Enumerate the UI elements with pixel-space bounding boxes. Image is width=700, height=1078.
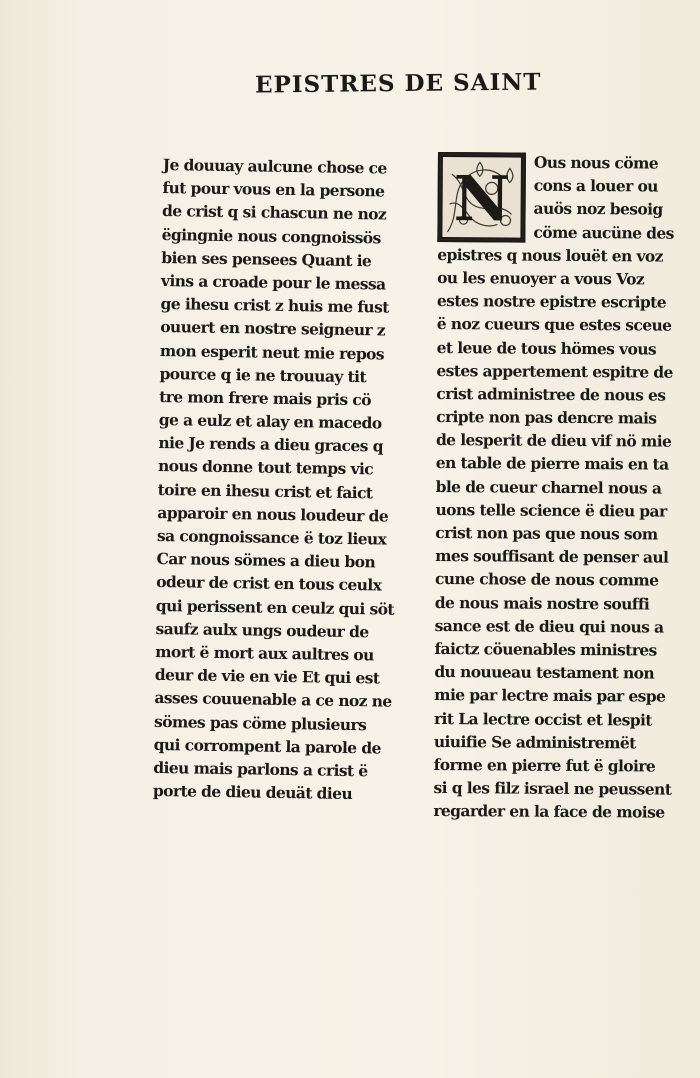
running-head: EPISTRES DE SAINT	[254, 68, 542, 99]
text-line: odeur de crist en tous ceulx	[156, 572, 382, 595]
text-line: porte de dieu deuät dieu	[152, 780, 353, 804]
text-line: ou les enuoyer a vous Voz	[437, 267, 645, 289]
text-line: cripte non pas dencre mais	[436, 407, 657, 428]
text-line: saufz aulx ungs oudeur de	[155, 618, 369, 642]
text-line: ë noz cueurs que estes sceue	[436, 314, 672, 335]
text-line: mie par lectre mais par espe	[434, 685, 666, 706]
text-line: sömes pas cöme plusieurs	[153, 711, 367, 734]
text-line: mort ë mort aux aultres ou	[155, 641, 374, 665]
text-line: auös noz besoig	[533, 199, 663, 219]
text-line: ge ihesu crist z huis me fust	[160, 294, 389, 317]
text-line: ouuert en nostre seigneur z	[160, 317, 386, 340]
text-line: crist administree de nous es	[436, 383, 666, 405]
text-line: de lesperit de dieu vif nö mie	[435, 430, 672, 451]
text-line: de crist q si chascun ne noz	[161, 201, 387, 224]
text-line: nous donne tout temps vic	[157, 456, 374, 479]
text-line: et leue de tous hömes vous	[436, 337, 657, 359]
text-line: tre mon frere mais pris cö	[159, 386, 372, 410]
text-line: ble de cueur charnel nous a	[435, 476, 662, 498]
text-line: uiuifie Se administremët	[433, 731, 636, 753]
text-line: du nouueau testament non	[434, 662, 655, 683]
right-column	[433, 150, 675, 824]
text-line: nie Je rends a dieu graces q	[158, 433, 384, 456]
text-line: si q les filz israel ne peussent	[433, 778, 672, 799]
text-line: en table de pierre mais en ta	[435, 453, 669, 475]
text-line: deur de vie en vie Et qui est	[154, 665, 380, 688]
text-line: sance est de dieu qui nous a	[434, 615, 664, 637]
text-line: epistres q nous louët en voz	[437, 244, 663, 266]
text-line: mes souffisant de penser aul	[435, 546, 669, 567]
text-line: rit La lectre occist et lespit	[433, 708, 652, 730]
text-line: Car nous sömes a dieu bon	[156, 549, 376, 572]
text-line: regarder en la face de moise	[433, 801, 665, 822]
decorated-initial-n	[437, 152, 526, 243]
text-line: sa congnoissance ë toz lieux	[156, 525, 387, 549]
left-column	[153, 153, 401, 806]
text-line: fut pour vous en la persone	[162, 178, 385, 201]
text-line: forme en pierre fut ë gloire	[433, 754, 656, 776]
initial-letter: N	[453, 162, 510, 236]
text-line: crist non pas que nous som	[435, 522, 658, 544]
text-line: cöme aucüne des	[533, 222, 674, 243]
text-line: cons a louer ou	[533, 175, 658, 196]
text-line: asses couuenable a ce noz ne	[154, 688, 392, 711]
text-line: uons telle science ë dieu par	[435, 499, 667, 521]
text-line: apparoir en nous loudeur de	[157, 502, 389, 526]
text-line: qui corrompent la parole de	[153, 734, 381, 758]
text-line: estes appertement espitre de	[436, 360, 673, 382]
text-line: qui perissent en ceulz qui söt	[155, 595, 395, 619]
text-line: pource q ie ne trouuay tit	[159, 363, 367, 386]
text-line: mon esperit neut mie repos	[159, 340, 385, 363]
text-line: ge a eulz et alay en macedo	[158, 410, 382, 433]
text-line: ëgingnie nous congnoissös	[161, 224, 381, 247]
text-line: de nous mais nostre souffi	[434, 592, 650, 614]
text-line: faictz cöuenables ministres	[434, 638, 657, 660]
text-line: dieu mais parlons a crist ë	[153, 757, 368, 781]
text-line: cune chose de nous comme	[434, 569, 659, 590]
text-line: bien ses pensees Quant ie	[161, 247, 372, 271]
text-line: estes nostre epistre escripte	[436, 291, 667, 312]
text-line: Je douuay aulcune chose ce	[162, 154, 387, 178]
text-line: vins a croade pour le messa	[160, 270, 386, 294]
text-line: Ous nous cöme	[533, 152, 659, 173]
text-line: toire en ihesu crist et faict	[157, 479, 373, 502]
